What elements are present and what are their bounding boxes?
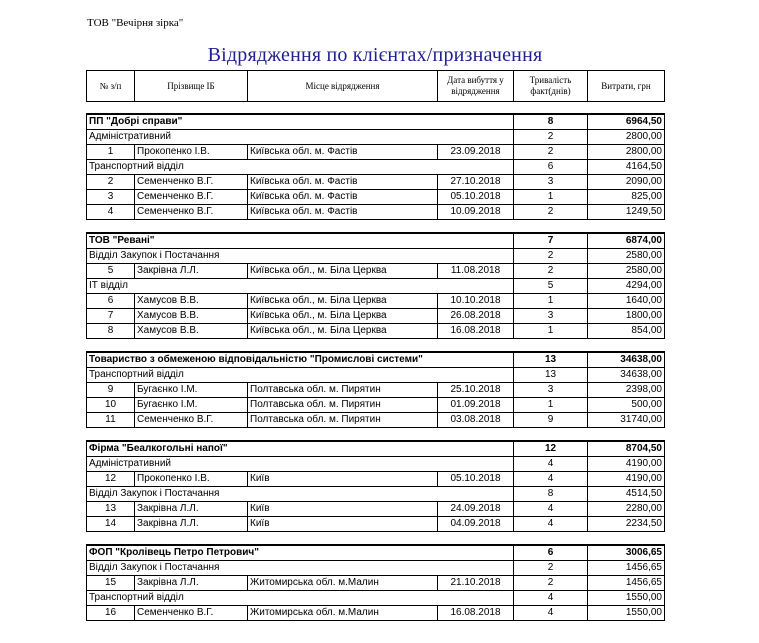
trip-days: 1 <box>514 324 588 339</box>
col-person: Прізвище ІБ <box>135 71 248 102</box>
trip-number: 13 <box>87 502 135 517</box>
trip-row <box>87 502 665 517</box>
client-cost: 34638,00 <box>588 352 665 368</box>
trip-row <box>87 472 665 487</box>
client-cost: 6964,50 <box>588 114 665 130</box>
trip-date: 11.08.2018 <box>438 264 514 279</box>
client-table <box>86 351 665 428</box>
trip-row <box>87 294 665 309</box>
trip-cost: 4190,00 <box>588 472 665 487</box>
trip-cost: 854,00 <box>588 324 665 339</box>
trip-number: 12 <box>87 472 135 487</box>
department-name: Відділ Закупок і Постачання <box>87 561 514 576</box>
column-header <box>86 70 665 102</box>
col-number: № з/п <box>87 71 135 102</box>
trip-place: Київ <box>248 472 438 487</box>
client-name: ТОВ "Ревані" <box>87 233 514 249</box>
trip-cost: 1456,65 <box>588 576 665 591</box>
department-name: Адміністративний <box>87 457 514 472</box>
trip-cost: 1640,00 <box>588 294 665 309</box>
trip-person: Закрівна Л.Л. <box>135 264 248 279</box>
trip-cost: 1800,00 <box>588 309 665 324</box>
trip-place: Житомирська обл. м.Малин <box>248 576 438 591</box>
trip-row <box>87 383 665 398</box>
trip-person: Семенченко В.Г. <box>135 190 248 205</box>
trip-row <box>87 398 665 413</box>
client-section <box>86 232 665 339</box>
client-cost: 6874,00 <box>588 233 665 249</box>
report-body <box>86 113 665 633</box>
trip-place: Житомирська обл. м.Малин <box>248 606 438 621</box>
trip-number: 8 <box>87 324 135 339</box>
trip-place: Київська обл. м. Фастів <box>248 145 438 160</box>
trip-row <box>87 606 665 621</box>
trip-date: 01.09.2018 <box>438 398 514 413</box>
department-cost: 4190,00 <box>588 457 665 472</box>
trip-place: Київ <box>248 517 438 532</box>
client-days: 13 <box>514 352 588 368</box>
department-cost: 2580,00 <box>588 249 665 264</box>
trip-place: Полтавська обл. м. Пирятин <box>248 413 438 428</box>
trip-place: Київська обл. м. Фастів <box>248 205 438 220</box>
trip-number: 6 <box>87 294 135 309</box>
trip-person: Закрівна Л.Л. <box>135 576 248 591</box>
trip-cost: 31740,00 <box>588 413 665 428</box>
client-section <box>86 440 665 532</box>
department-row <box>87 487 665 502</box>
department-name: Транспортний відділ <box>87 591 514 606</box>
trip-row <box>87 264 665 279</box>
trip-row <box>87 413 665 428</box>
trip-row <box>87 576 665 591</box>
department-row <box>87 368 665 383</box>
trip-number: 4 <box>87 205 135 220</box>
col-duration: Тривалість факт(днів) <box>514 71 588 102</box>
department-cost: 4294,00 <box>588 279 665 294</box>
trip-number: 15 <box>87 576 135 591</box>
client-days: 7 <box>514 233 588 249</box>
client-row <box>87 114 665 130</box>
trip-date: 27.10.2018 <box>438 175 514 190</box>
department-cost: 1550,00 <box>588 591 665 606</box>
trip-person: Бугаєнко І.М. <box>135 398 248 413</box>
trip-days: 3 <box>514 175 588 190</box>
trip-cost: 2090,00 <box>588 175 665 190</box>
trip-person: Семенченко В.Г. <box>135 175 248 190</box>
department-row <box>87 130 665 145</box>
trip-days: 1 <box>514 294 588 309</box>
client-table <box>86 440 665 532</box>
trip-number: 11 <box>87 413 135 428</box>
trip-person: Прокопенко І.В. <box>135 472 248 487</box>
trip-row <box>87 205 665 220</box>
trip-person: Закрівна Л.Л. <box>135 502 248 517</box>
trip-number: 16 <box>87 606 135 621</box>
trip-place: Київська обл., м. Біла Церква <box>248 264 438 279</box>
trip-cost: 2398,00 <box>588 383 665 398</box>
trip-person: Бугаєнко І.М. <box>135 383 248 398</box>
trip-cost: 2800,00 <box>588 145 665 160</box>
department-days: 4 <box>514 591 588 606</box>
client-section <box>86 544 665 621</box>
trip-date: 21.10.2018 <box>438 576 514 591</box>
department-name: Відділ Закупок і Постачання <box>87 249 514 264</box>
trip-number: 1 <box>87 145 135 160</box>
client-section <box>86 113 665 220</box>
trip-cost: 500,00 <box>588 398 665 413</box>
client-name: ПП "Добрі справи" <box>87 114 514 130</box>
trip-place: Київська обл. м. Фастів <box>248 190 438 205</box>
client-days: 6 <box>514 545 588 561</box>
trip-row <box>87 517 665 532</box>
trip-days: 4 <box>514 517 588 532</box>
client-table <box>86 113 665 220</box>
trip-days: 1 <box>514 398 588 413</box>
trip-person: Хамусов В.В. <box>135 324 248 339</box>
client-cost: 3006,65 <box>588 545 665 561</box>
trip-days: 9 <box>514 413 588 428</box>
department-name: Транспортний відділ <box>87 160 514 175</box>
trip-days: 2 <box>514 576 588 591</box>
trip-days: 4 <box>514 502 588 517</box>
department-row <box>87 160 665 175</box>
department-name: Транспортний відділ <box>87 368 514 383</box>
client-name: Товариство з обмеженою відповідальністю "Промислові системи" <box>87 352 514 368</box>
department-days: 13 <box>514 368 588 383</box>
trip-number: 5 <box>87 264 135 279</box>
trip-row <box>87 309 665 324</box>
trip-row <box>87 145 665 160</box>
trip-place: Київська обл. м. Фастів <box>248 175 438 190</box>
trip-date: 05.10.2018 <box>438 472 514 487</box>
trip-person: Хамусов В.В. <box>135 309 248 324</box>
trip-place: Полтавська обл. м. Пирятин <box>248 383 438 398</box>
trip-cost: 1249,50 <box>588 205 665 220</box>
department-cost: 4164,50 <box>588 160 665 175</box>
trip-place: Київська обл., м. Біла Церква <box>248 294 438 309</box>
trip-date: 25.10.2018 <box>438 383 514 398</box>
trip-date: 10.10.2018 <box>438 294 514 309</box>
col-date: Дата вибуття у відрядження <box>438 71 514 102</box>
trip-row <box>87 324 665 339</box>
trip-row <box>87 175 665 190</box>
department-days: 2 <box>514 130 588 145</box>
trip-cost: 2280,00 <box>588 502 665 517</box>
trip-place: Київська обл., м. Біла Церква <box>248 324 438 339</box>
trip-cost: 2234,50 <box>588 517 665 532</box>
department-days: 8 <box>514 487 588 502</box>
client-table <box>86 232 665 339</box>
department-row <box>87 457 665 472</box>
client-table <box>86 544 665 621</box>
trip-days: 1 <box>514 190 588 205</box>
trip-date: 26.08.2018 <box>438 309 514 324</box>
trip-number: 9 <box>87 383 135 398</box>
client-row <box>87 441 665 457</box>
trip-place: Полтавська обл. м. Пирятин <box>248 398 438 413</box>
trip-place: Київ <box>248 502 438 517</box>
client-row <box>87 352 665 368</box>
department-row <box>87 249 665 264</box>
trip-days: 4 <box>514 472 588 487</box>
client-row <box>87 545 665 561</box>
department-cost: 2800,00 <box>588 130 665 145</box>
report-title: Відрядження по клієнтах/призначення <box>207 44 543 66</box>
trip-days: 4 <box>514 606 588 621</box>
trip-person: Хамусов В.В. <box>135 294 248 309</box>
trip-person: Прокопенко І.В. <box>135 145 248 160</box>
department-days: 5 <box>514 279 588 294</box>
department-name: Відділ Закупок і Постачання <box>87 487 514 502</box>
trip-date: 16.08.2018 <box>438 606 514 621</box>
trip-date: 23.09.2018 <box>438 145 514 160</box>
trip-date: 04.09.2018 <box>438 517 514 532</box>
trip-days: 3 <box>514 383 588 398</box>
trip-number: 10 <box>87 398 135 413</box>
trip-date: 10.09.2018 <box>438 205 514 220</box>
client-cost: 8704,50 <box>588 441 665 457</box>
col-cost: Витрати, грн <box>588 71 665 102</box>
trip-date: 05.10.2018 <box>438 190 514 205</box>
trip-person: Семенченко В.Г. <box>135 606 248 621</box>
col-place: Місце відрядження <box>248 71 438 102</box>
department-name: ІТ відділ <box>87 279 514 294</box>
department-days: 6 <box>514 160 588 175</box>
department-name: Адміністративний <box>87 130 514 145</box>
department-days: 2 <box>514 249 588 264</box>
trip-number: 14 <box>87 517 135 532</box>
client-section <box>86 351 665 428</box>
company-name: ТОВ "Вечірня зірка" <box>87 17 184 29</box>
trip-person: Семенченко В.Г. <box>135 205 248 220</box>
trip-person: Семенченко В.Г. <box>135 413 248 428</box>
department-days: 2 <box>514 561 588 576</box>
trip-days: 3 <box>514 309 588 324</box>
trip-cost: 1550,00 <box>588 606 665 621</box>
trip-days: 2 <box>514 205 588 220</box>
trip-place: Київська обл., м. Біла Церква <box>248 309 438 324</box>
department-cost: 4514,50 <box>588 487 665 502</box>
trip-number: 3 <box>87 190 135 205</box>
trip-days: 2 <box>514 145 588 160</box>
department-cost: 34638,00 <box>588 368 665 383</box>
trip-date: 16.08.2018 <box>438 324 514 339</box>
department-days: 4 <box>514 457 588 472</box>
trip-cost: 825,00 <box>588 190 665 205</box>
client-days: 8 <box>514 114 588 130</box>
client-days: 12 <box>514 441 588 457</box>
trip-cost: 2580,00 <box>588 264 665 279</box>
department-row <box>87 591 665 606</box>
client-name: Фірма "Беалкогольні напої" <box>87 441 514 457</box>
trip-person: Закрівна Л.Л. <box>135 517 248 532</box>
trip-number: 7 <box>87 309 135 324</box>
trip-number: 2 <box>87 175 135 190</box>
trip-days: 2 <box>514 264 588 279</box>
client-row <box>87 233 665 249</box>
trip-date: 03.08.2018 <box>438 413 514 428</box>
trip-date: 24.09.2018 <box>438 502 514 517</box>
client-name: ФОП "Кролівець Петро Петрович" <box>87 545 514 561</box>
trip-row <box>87 190 665 205</box>
department-cost: 1456,65 <box>588 561 665 576</box>
department-row <box>87 561 665 576</box>
department-row <box>87 279 665 294</box>
